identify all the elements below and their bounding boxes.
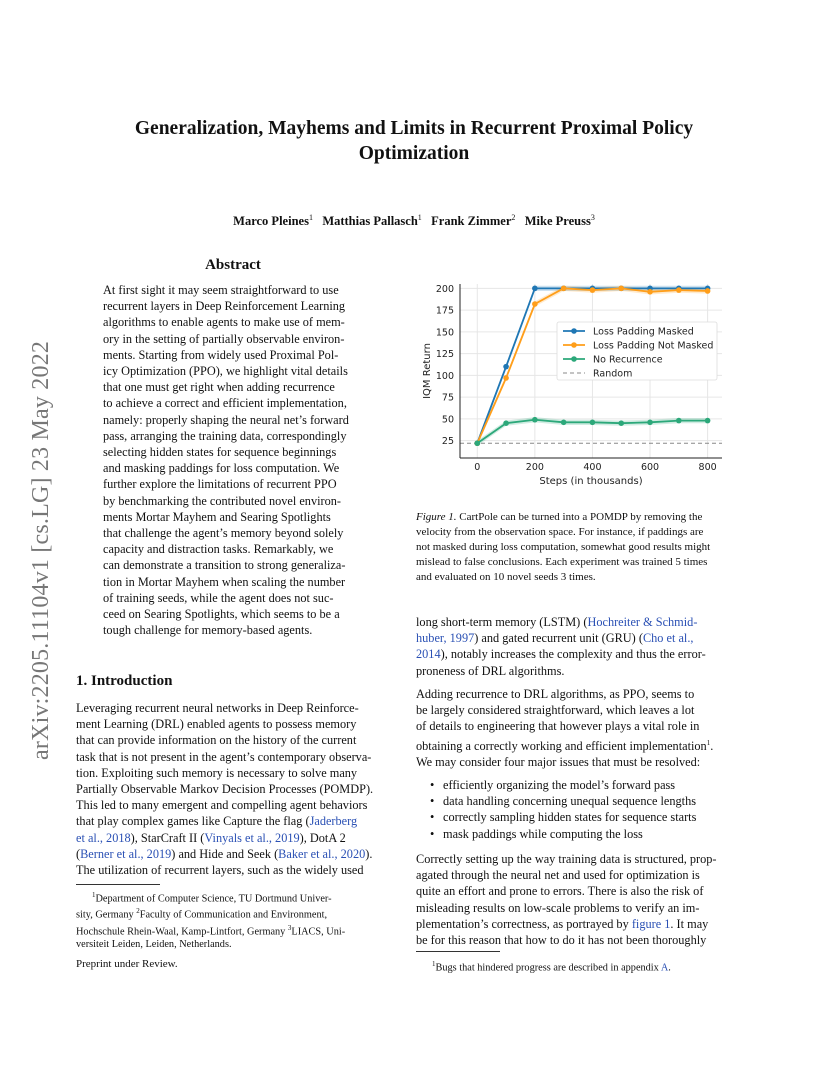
- author-list: [100, 213, 728, 229]
- x-tick-label: 800: [698, 462, 717, 473]
- list-item-text: data handling concerning unequal sequence lengths: [443, 794, 697, 809]
- abstract-line: pass, arranging the training data, correspondingly: [103, 428, 347, 443]
- footnote-text: LIACS, Uni-: [291, 926, 346, 938]
- list-item: [416, 809, 734, 825]
- text-line: [416, 630, 734, 646]
- abstract-line: to achieve a correct and efficient implementation,: [103, 396, 347, 411]
- text-line: Partially Observable Markov Decision Processes (POMDP).: [76, 782, 374, 797]
- y-tick-label: 125: [435, 349, 454, 361]
- y-tick-label: 75: [441, 392, 454, 404]
- x-tick-label: 400: [583, 462, 602, 473]
- author-affiliation: 1: [417, 213, 422, 222]
- text-span: (: [76, 846, 81, 861]
- text-line: agated through the neural net and used for optimization is: [416, 868, 700, 883]
- abstract-line: ments Mortar Mayhem and Searing Spotlights: [103, 509, 331, 524]
- data-point: [503, 375, 509, 381]
- caption-line: velocity from the observation space. For instance, if paddings are: [416, 526, 704, 538]
- bugs-footnote: $^1$Bugs that hindered progress are described in appendix A.: [432, 960, 671, 974]
- footnote-mark: 2: [136, 907, 140, 916]
- citation-link[interactable]: Jaderberg: [309, 814, 358, 829]
- bullet-icon: •: [430, 826, 435, 841]
- text-line: be largely considered straightforward, which leaves a lot: [416, 703, 695, 718]
- author: Mike Preuss: [524, 214, 591, 229]
- data-point: [647, 289, 653, 295]
- list-item: [416, 777, 734, 793]
- text-line: be for this reason that how to do it has not been thoroughly: [416, 933, 707, 948]
- legend-label: Random: [593, 368, 633, 380]
- author: Frank Zimmer: [431, 214, 512, 229]
- text-line: Correctly setting up the way training data is structured, prop-: [416, 852, 717, 866]
- citation-link[interactable]: huber, 1997: [416, 631, 475, 646]
- citation-link[interactable]: Hochreiter & Schmid-: [587, 615, 698, 629]
- list-item-text: correctly sampling hidden states for sequence starts: [443, 810, 697, 825]
- author: Matthias Pallasch: [322, 214, 418, 229]
- citation-link[interactable]: Baker et al., 2020: [278, 846, 366, 861]
- citation-link[interactable]: et al., 2018: [76, 830, 131, 845]
- data-point: [676, 418, 682, 424]
- y-tick-label: 25: [441, 436, 454, 448]
- data-point: [561, 286, 567, 292]
- intro-paragraph: [76, 700, 394, 878]
- data-point: [618, 286, 624, 292]
- appendix-link[interactable]: A: [660, 962, 669, 974]
- abstract-line: recurrent layers in Deep Reinforcement Learning: [103, 299, 346, 314]
- footnote-mark: 1: [432, 960, 436, 968]
- author-affiliation: 3: [590, 213, 595, 222]
- text-span: ).: [365, 846, 373, 861]
- footnote-mark: 3: [287, 923, 292, 932]
- author: Marco Pleines: [233, 214, 309, 229]
- footnote-rule: [416, 951, 500, 952]
- abstract-line: namely: properly shaping the neural net’s forward: [103, 412, 349, 427]
- paper-title: [100, 116, 728, 166]
- y-tick-label: 200: [435, 283, 454, 295]
- text-line: [76, 830, 394, 846]
- abstract-body: [103, 282, 367, 638]
- y-axis-label: IQM Return: [422, 343, 433, 399]
- y-tick-label: 175: [435, 305, 454, 317]
- abstract-line: icy Optimization (PPO), we highlight vital details: [103, 364, 348, 379]
- footnote-rule: [76, 884, 160, 885]
- legend-label: No Recurrence: [593, 354, 663, 366]
- y-tick-label: 150: [435, 327, 454, 339]
- caption-line: mislead to false conclusions. Each experiment was trained 5 times: [416, 556, 708, 568]
- text-line: [76, 813, 394, 829]
- x-tick-label: 0: [474, 462, 481, 473]
- abstract-line: of training seeds, while the agent does not suc-: [103, 590, 334, 605]
- right-column-paragraph-2: [416, 686, 734, 770]
- text-line: Adding recurrence to DRL algorithms, as PPO, seems to: [416, 687, 695, 701]
- text-line: This led to many emergent and compelling agent behaviors: [76, 798, 368, 813]
- text-line: [76, 846, 394, 862]
- abstract-line: At first sight it may seem straightforward to use: [103, 283, 339, 297]
- data-point: [503, 364, 509, 370]
- abstract-line: algorithms to enable agents to make use of mem-: [103, 315, 345, 330]
- text-span: ), notably increases the complexity and thus the error-: [440, 647, 706, 662]
- list-item-text: efficiently organizing the model’s forward pass: [443, 778, 676, 792]
- footnote-text: Faculty of Communication and Environment,: [139, 909, 328, 921]
- bullet-icon: •: [430, 778, 435, 792]
- text-line: Leveraging recurrent neural networks in Deep Reinforce-: [76, 701, 359, 715]
- text-span: ) and Hide and Seek (: [171, 846, 279, 861]
- caption-line: [416, 510, 734, 525]
- text-line: ment Learning (DRL) enabled agents to possess memory: [76, 717, 357, 732]
- text-line: task that is not present in the agent’s contemporary observa-: [76, 749, 372, 764]
- text-line: of details to engineering that however plays a vital role in: [416, 719, 700, 734]
- abstract-line: and masking paddings for loss computation. We: [103, 461, 340, 476]
- text-line: The utilization of recurrent layers, such as the widely used: [76, 863, 364, 878]
- data-point: [503, 420, 509, 426]
- text-line: [416, 646, 734, 662]
- y-tick-label: 50: [441, 414, 454, 426]
- text-line: [416, 916, 734, 932]
- caption-text: CartPole can be turned into a POMDP by removing the: [456, 511, 703, 523]
- data-point: [590, 287, 596, 293]
- abstract-line: ceed on Searing Spotlights, which seems to be a: [103, 607, 340, 622]
- affiliation-footnote: [76, 889, 394, 951]
- data-point: [532, 417, 538, 423]
- y-tick-label: 100: [435, 370, 454, 382]
- text-line: tion. Exploiting such memory is necessary to solve many: [76, 765, 358, 780]
- data-point: [561, 420, 567, 426]
- abstract-line: by benchmarking the contributed novel environ-: [103, 493, 342, 508]
- chart-legend: [557, 322, 717, 380]
- text-span: ), DotA 2: [299, 830, 346, 845]
- footnote-text: Bugs that hindered progress are described in appendix: [435, 962, 661, 974]
- footnote-mark: 1: [92, 891, 96, 899]
- data-point: [676, 287, 682, 293]
- abstract-line: that challenge the agent’s memory beyond solely: [103, 526, 344, 541]
- right-column-paragraph-3: [416, 851, 734, 948]
- abstract-line: further explore the limitations of recurrent PPO: [103, 477, 337, 492]
- issue-list: [416, 777, 734, 842]
- text-line: quite an effort and prone to errors. There is also the risk of: [416, 884, 704, 899]
- text-span: plementation’s correctness, as portrayed by: [416, 916, 632, 931]
- list-item-text: mask paddings while computing the loss: [443, 826, 643, 841]
- caption-label: Figure 1.: [416, 511, 457, 523]
- footnote-line: [76, 905, 394, 921]
- arxiv-stamp: arXiv:2205.11104v1 [cs.LG] 23 May 2022: [28, 340, 54, 760]
- citation-link[interactable]: 2014: [416, 647, 441, 662]
- figure-link[interactable]: figure 1: [631, 916, 671, 931]
- data-point: [474, 440, 480, 446]
- list-item: [416, 826, 734, 842]
- legend-marker: [571, 328, 577, 334]
- data-point: [532, 301, 538, 307]
- footnote-text: Department of Computer Science, TU Dortmund Univer-: [95, 893, 332, 905]
- text-span: ), StarCraft II (: [130, 830, 205, 845]
- data-point: [618, 420, 624, 426]
- bullet-icon: •: [430, 794, 435, 809]
- abstract-line: ments. Starting from widely used Proximal Pol-: [103, 347, 339, 362]
- title-line-1: Generalization, Mayhems and Limits in Recurrent Proximal Policy: [134, 118, 694, 139]
- footnote-line: [76, 889, 394, 905]
- title-line-2: Optimization: [358, 143, 470, 164]
- text-line: misleading results on low-scale problems to verify an im-: [416, 900, 700, 915]
- caption-line: not masked during loss computation, somewhat good results might: [416, 541, 711, 553]
- x-axis-label: Steps (in thousands): [539, 476, 643, 487]
- citation-link[interactable]: Cho et al.,: [642, 631, 694, 646]
- text-span: ) and gated recurrent unit (GRU) (: [474, 631, 643, 646]
- bullet-icon: •: [430, 810, 435, 825]
- preprint-note: Preprint under Review.: [76, 958, 178, 970]
- right-column-paragraph-1: [416, 614, 734, 679]
- text-span: . It may: [670, 916, 709, 931]
- footnote-text: sity, Germany: [76, 909, 137, 921]
- text-line: obtaining a correctly working and efficient implementation$^1$.: [416, 738, 714, 753]
- x-tick-label: 200: [525, 462, 544, 473]
- abstract-heading: Abstract: [205, 257, 261, 273]
- data-point: [590, 420, 596, 426]
- abstract-line: tion in Mortar Mayhem when scaling the number: [103, 574, 346, 589]
- footnote-mark: 1: [706, 738, 711, 747]
- citation-link[interactable]: Vinyals et al., 2019: [204, 830, 300, 845]
- abstract-line: selecting hidden states for sequence beginnings: [103, 445, 337, 460]
- text-span: obtaining a correctly working and efficient implementation: [416, 738, 707, 753]
- footnote-line: versiteit Leiden, Leiden, Netherlands.: [76, 939, 232, 951]
- legend-marker: [571, 356, 577, 362]
- text-line: [416, 614, 734, 630]
- list-item: [416, 793, 734, 809]
- citation-link[interactable]: Berner et al., 2019: [80, 846, 172, 861]
- section-heading: 1. Introduction: [76, 673, 173, 689]
- figure-caption: [416, 510, 734, 585]
- text-span: that play complex games like Capture the flag (: [76, 814, 310, 829]
- abstract-line: ory in the setting of partially observable environ-: [103, 331, 345, 346]
- figure-1-chart: [416, 278, 736, 493]
- abstract-line: can demonstrate a transition to strong generaliza-: [103, 558, 346, 573]
- data-point: [647, 420, 653, 426]
- legend-label: Loss Padding Masked: [593, 326, 694, 338]
- x-tick-label: 600: [640, 462, 660, 473]
- abstract-line: capacity and distraction tasks. Remarkably, we: [103, 542, 334, 557]
- abstract-line: that one must get right when adding recurrence: [103, 380, 335, 395]
- data-point: [705, 288, 711, 294]
- author-affiliation: 2: [511, 213, 516, 222]
- abstract-line: tough challenge for memory-based agents.: [103, 623, 313, 638]
- data-point: [532, 286, 538, 292]
- legend-label: Loss Padding Not Masked: [593, 340, 714, 352]
- caption-line: and evaluated on 10 novel seeds 3 times.: [416, 571, 596, 583]
- footnote-text: Hochschule Rhein-Waal, Kamp-Lintfort, Germany: [76, 926, 288, 938]
- legend-marker: [571, 342, 577, 348]
- data-point: [705, 418, 711, 424]
- author-affiliation: 1: [308, 213, 313, 222]
- text-line: We may consider four major issues that must be resolved:: [416, 754, 701, 769]
- text-line: that can provide information on the history of the current: [76, 733, 357, 748]
- text-line: proneness of DRL algorithms.: [416, 663, 565, 678]
- text-span: long short-term memory (LSTM) (: [416, 615, 588, 629]
- footnote-line: [76, 922, 394, 938]
